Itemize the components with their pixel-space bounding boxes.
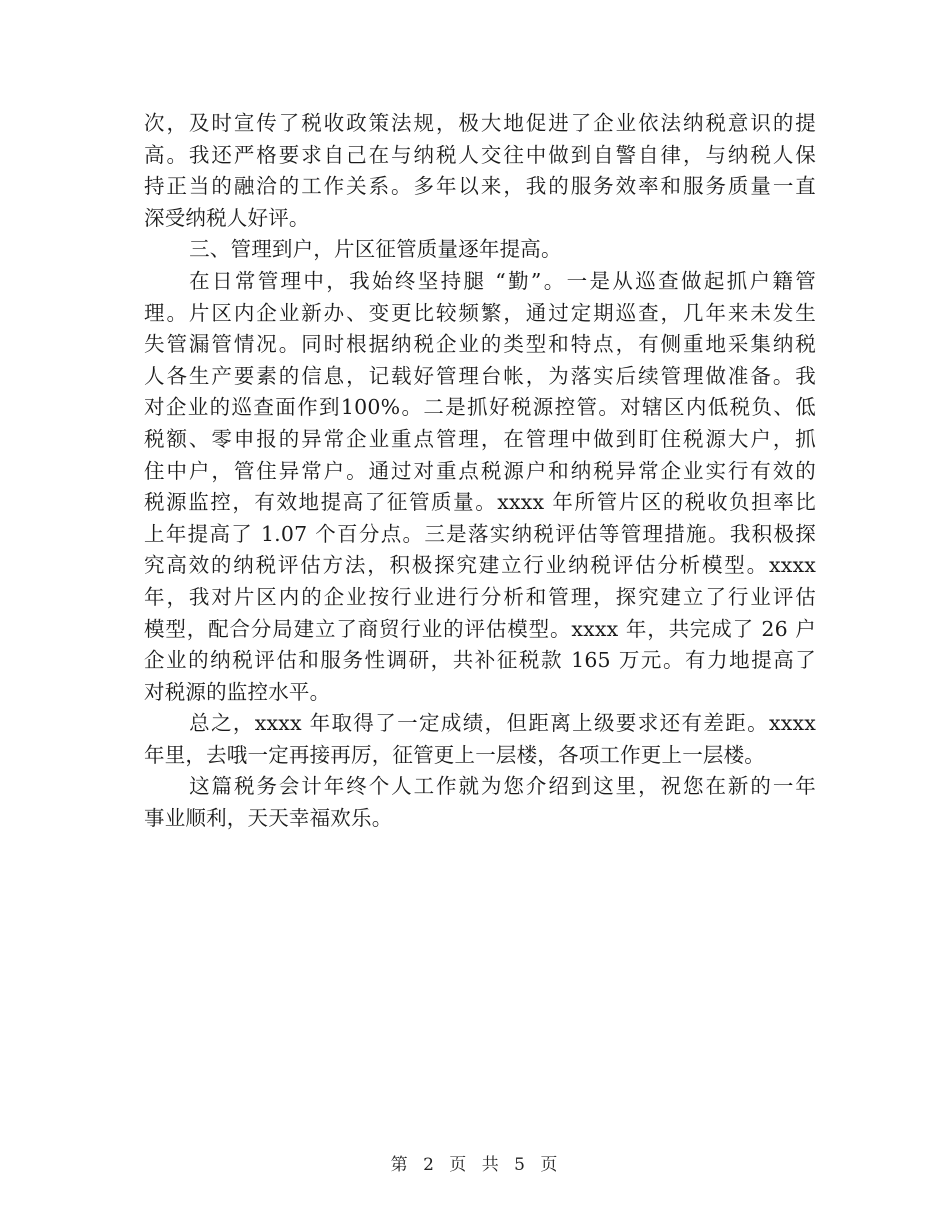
- text-line: 失管漏管情况。同时根据纳税企业的类型和特点，有侧重地采集纳税: [144, 332, 816, 357]
- footer-total-pages: 5: [514, 1155, 527, 1175]
- footer-total-label: 共: [481, 1155, 501, 1175]
- text-line: 对企业的巡查面作到100%。二是抓好税源控管。对辖区内低税负、低: [144, 395, 816, 420]
- text-line: 企业的纳税评估和服务性调研，共补征税款 165 万元。有力地提高了: [144, 648, 816, 673]
- text-line: 总之，xxxx 年取得了一定成绩，但距离上级要求还有差距。xxxx: [189, 711, 816, 736]
- paragraph: [144, 266, 816, 708]
- paragraph: [144, 708, 816, 771]
- text-line: 持正当的融洽的工作关系。多年以来，我的服务效率和服务质量一直: [144, 174, 816, 199]
- text-line: 税额、零申报的异常企业重点管理，在管理中做到盯住税源大户，抓: [144, 426, 816, 451]
- footer-prefix: 第: [390, 1155, 410, 1175]
- text-line: 模型，配合分局建立了商贸行业的评估模型。xxxx 年，共完成了 26 户: [144, 616, 816, 641]
- text-line: 高。我还严格要求自己在与纳税人交往中做到自警自律，与纳税人保: [144, 142, 816, 167]
- text-line: 对税源的监控水平。: [144, 679, 331, 704]
- footer-page-label: 页: [449, 1155, 469, 1175]
- paragraph: [144, 771, 816, 834]
- text-line: 三、管理到户，片区征管质量逐年提高。: [189, 237, 562, 262]
- text-line: 在日常管理中，我始终坚持腿 “勤”。一是从巡查做起抓户籍管: [189, 268, 816, 293]
- paragraph: [144, 234, 816, 266]
- text-line: 深受纳税人好评。: [144, 205, 310, 230]
- text-line: 年，我对片区内的企业按行业进行分析和管理，探究建立了行业评估: [144, 584, 816, 609]
- text-line: 理。片区内企业新办、变更比较频繁，通过定期巡查，几年来未发生: [144, 300, 816, 325]
- text-line: 税源监控，有效地提高了征管质量。xxxx 年所管片区的税收负担率比: [144, 490, 816, 515]
- document-body: [144, 108, 816, 835]
- text-line: 人各生产要素的信息，记载好管理台帐，为落实后续管理做准备。我: [144, 363, 816, 388]
- paragraph: [144, 108, 816, 234]
- text-line: 住中户，管住异常户。通过对重点税源户和纳税异常企业实行有效的: [144, 458, 816, 483]
- text-line: 年里，去哦一定再接再厉，征管更上一层楼，各项工作更上一层楼。: [144, 742, 765, 767]
- text-line: 这篇税务会计年终个人工作就为您介绍到这里，祝您在新的一年: [189, 774, 816, 799]
- footer-suffix: 页: [540, 1155, 560, 1175]
- text-line: 事业顺利，天天幸福欢乐。: [144, 806, 393, 831]
- page-footer: [0, 1150, 950, 1175]
- footer-current-page: 2: [423, 1155, 436, 1175]
- text-line: 次，及时宣传了税收政策法规，极大地促进了企业依法纳税意识的提: [144, 111, 816, 135]
- text-line: 上年提高了 1.07 个百分点。三是落实纳税评估等管理措施。我积极探: [144, 521, 816, 546]
- text-line: 究高效的纳税评估方法，积极探究建立行业纳税评估分析模型。xxxx: [144, 553, 816, 578]
